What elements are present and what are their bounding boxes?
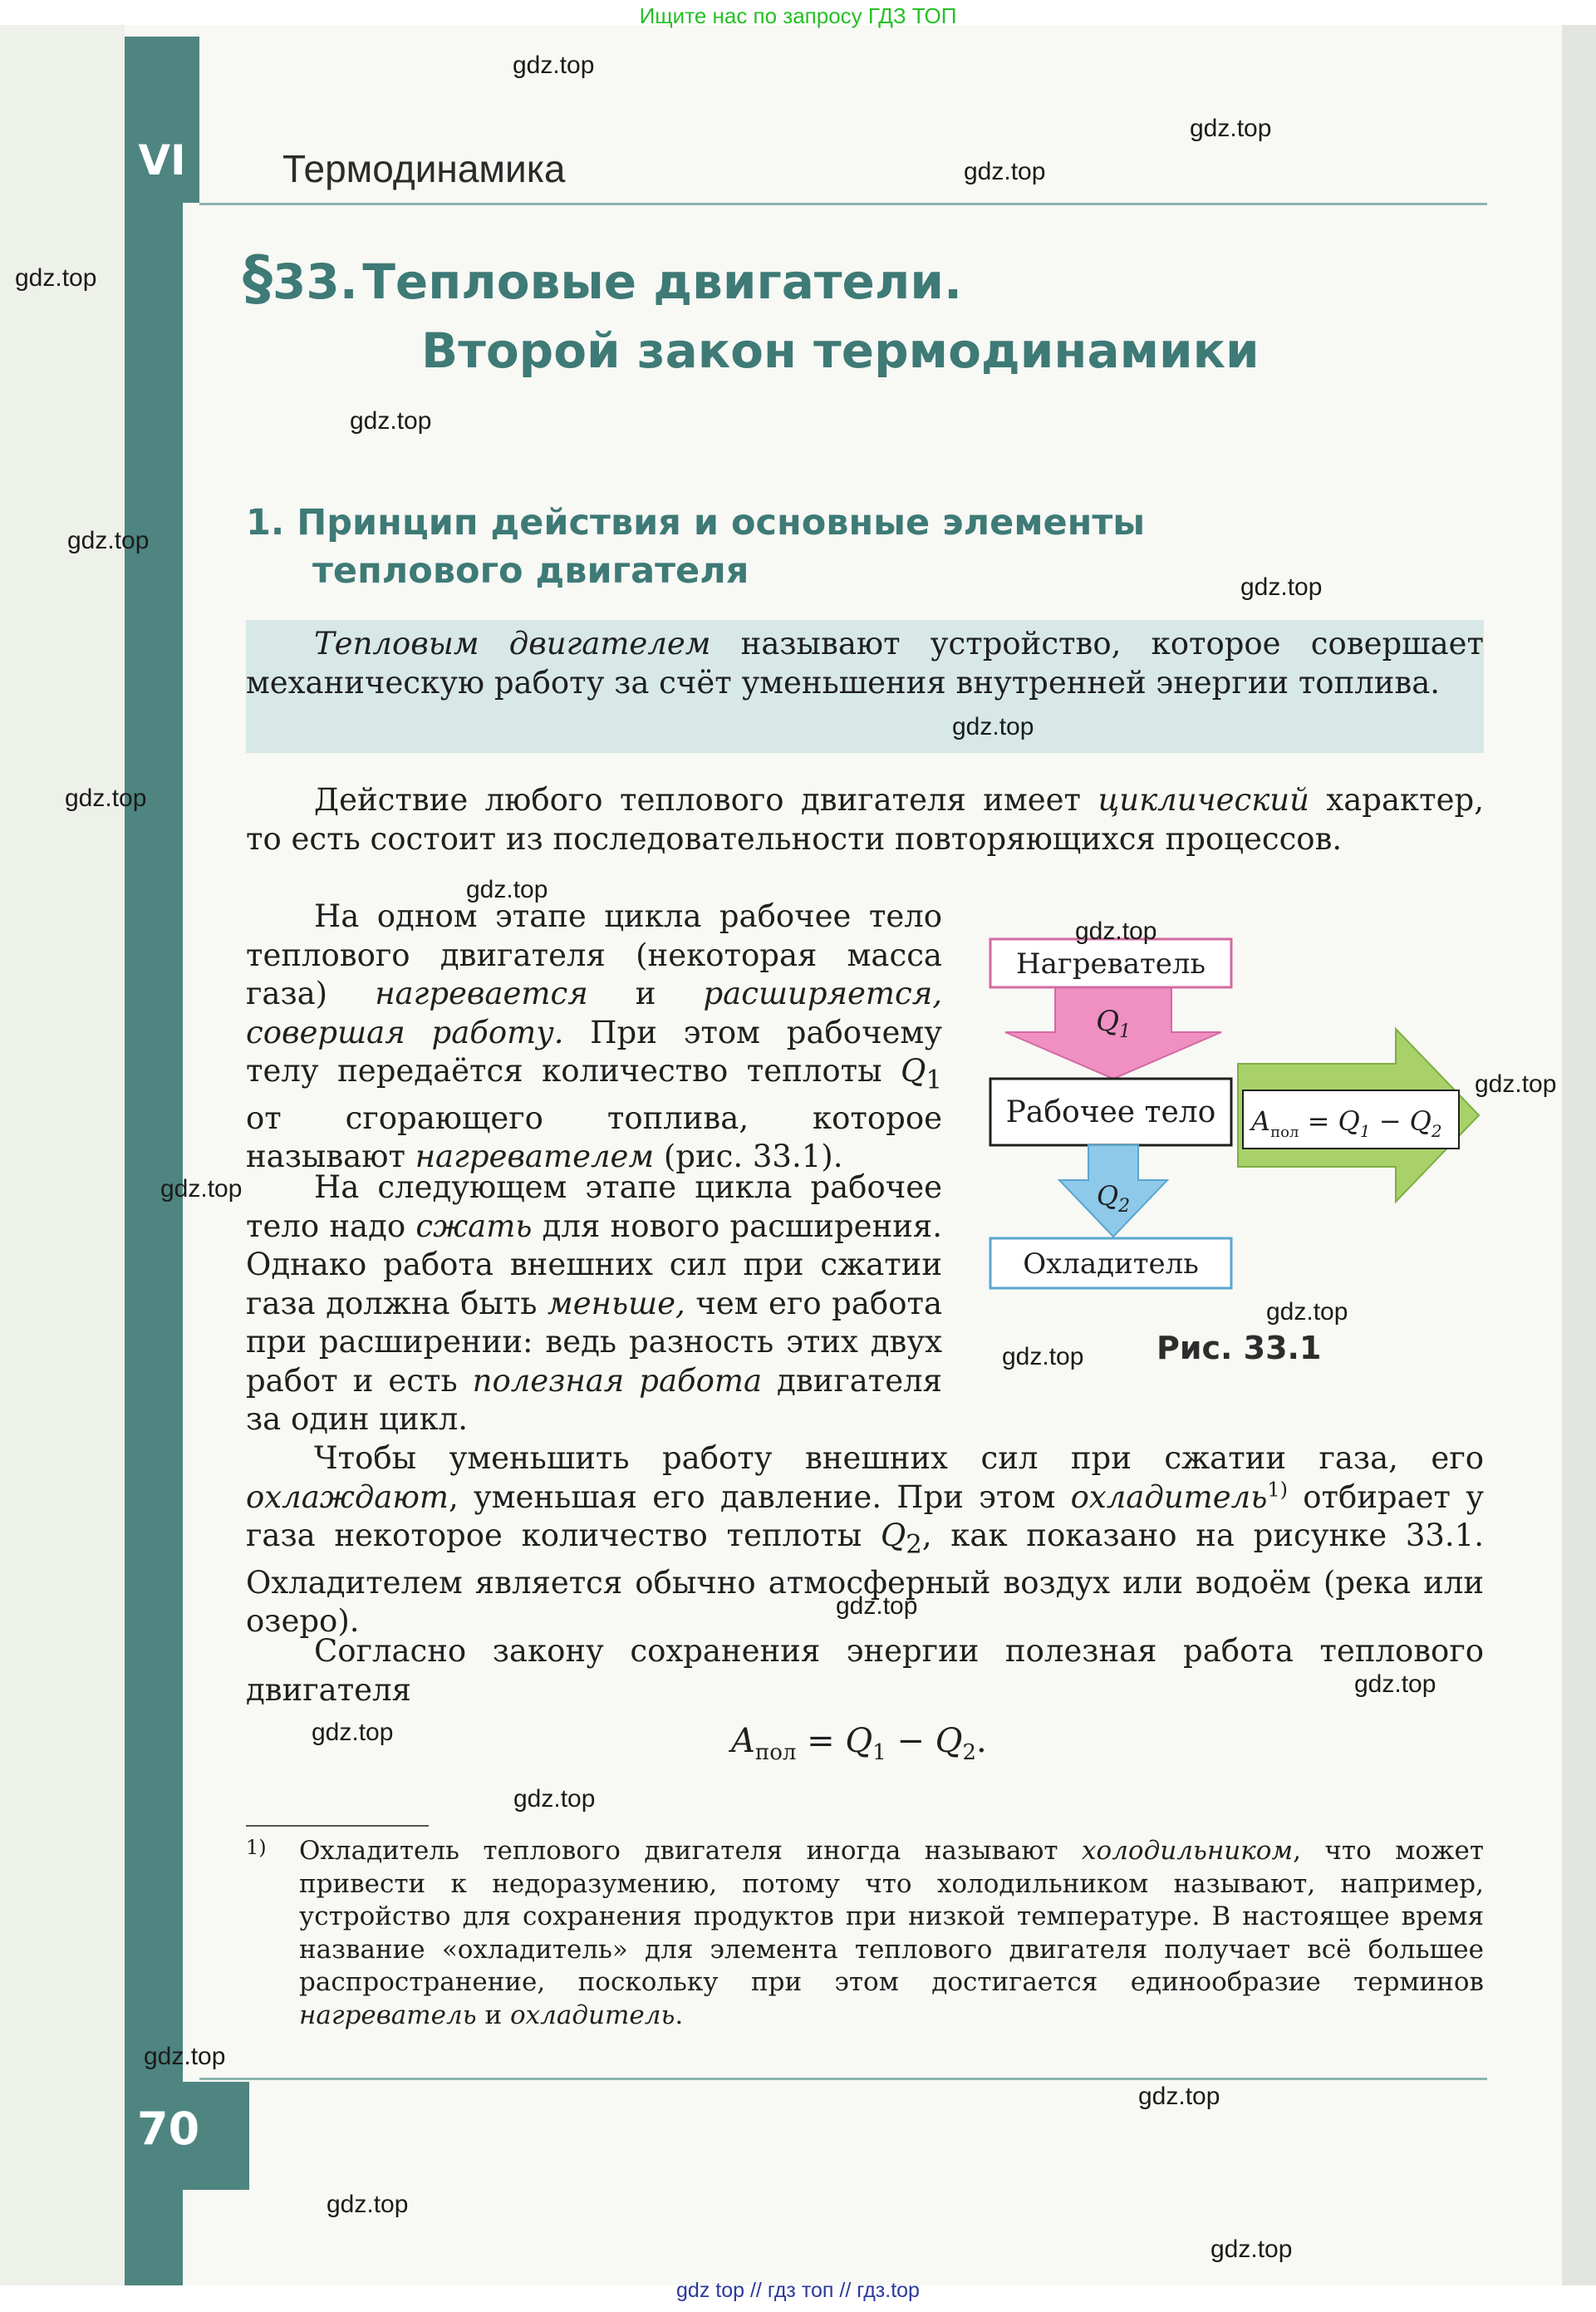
left-margin — [0, 25, 125, 2285]
paragraph-cooler: Чтобы уменьшить работу внешних сил при сжатии газа, его охлаждают, уменьшая его давление. При этом охладитель$^{1)}$ отбирает у газа некоторое количество теплоты $Q_2$, как показано на рисунке 33.1. Охладителем является обычно атмосферный воздух или водоём (река или озеро). — [246, 1440, 1484, 1640]
footnote-marker: 1) — [246, 1836, 267, 1859]
watermark: gdz.top — [1002, 1343, 1084, 1370]
watermark: gdz.top — [350, 407, 432, 435]
section-number: 33. — [273, 253, 358, 310]
watermark: gdz.top — [952, 713, 1034, 740]
section-symbol: § — [243, 243, 273, 312]
footnote — [246, 1835, 1484, 2032]
watermark: gdz.top — [1240, 573, 1323, 601]
subsection-title-line1: 1. Принцип действия и основные элементы — [246, 502, 1146, 544]
work-formula: $A_{пол} = Q_1 - Q_2$ — [1251, 1105, 1442, 1141]
chapter-number: VI — [138, 136, 186, 184]
watermark: gdz.top — [1075, 917, 1157, 945]
definition-term: Тепловым двигателем — [314, 626, 711, 662]
watermark: gdz.top — [964, 158, 1046, 185]
working-body-label: Рабочее тело — [1005, 1095, 1216, 1129]
subsection-title — [246, 499, 1145, 595]
section-title-line1: Тепловые двигатели. — [362, 253, 963, 310]
watermark: gdz.top — [15, 264, 97, 292]
paragraph-cyclic: Действие любого теплового двигателя имеет циклический характер, то есть состоит из последовательности повторяющихся процессов. — [246, 782, 1484, 857]
heat-engine-diagram — [980, 931, 1495, 1346]
useful-work-formula: $A_{пол} = Q_1 - Q_2$. — [731, 1722, 987, 1765]
bottom-links[interactable]: gdz top // гдз топ // гдз.top — [676, 2279, 920, 2302]
watermark: gdz.top — [1138, 2083, 1220, 2110]
watermark: gdz.top — [513, 1785, 596, 1813]
watermark: gdz.top — [1190, 115, 1272, 142]
paragraph-energy-conservation: Согласно закону сохранения энергии полезная работа теплового двигателя — [246, 1633, 1484, 1708]
watermark: gdz.top — [144, 2043, 226, 2070]
definition-text: Тепловым двигателем называют устройство, которое совершает механическую работу за счёт уменьшения внутренней энергии топлива. — [246, 626, 1484, 701]
page-edge — [1562, 25, 1596, 2285]
watermark: gdz.top — [65, 785, 147, 812]
section-title — [243, 243, 1260, 379]
page-number: 70 — [137, 2103, 200, 2155]
watermark: gdz.top — [513, 52, 595, 79]
watermark: gdz.top — [67, 527, 150, 554]
subsection-title-line2: теплового двигателя — [312, 550, 749, 592]
footer-divider — [199, 2078, 1487, 2080]
watermark: gdz.top — [327, 2191, 409, 2218]
heater-label: Нагреватель — [1015, 947, 1206, 981]
section-title-line2: Второй закон термодинамики — [421, 322, 1260, 379]
watermark: gdz.top — [1266, 1298, 1348, 1326]
footnote-text: Охладитель теплового двигателя иногда называют холодильником, что может привести к недоразумению, потому что холодильником называют, например, устройство для сохранения продуктов при низкой температуре. В настоящее время название «охладитель» для элемента теплового двигателя получает всё большее распространение, поскольку при этом достигается единообразие терминов нагреватель и охладитель. — [299, 1836, 1484, 2030]
watermark: gdz.top — [1354, 1670, 1436, 1698]
watermark: gdz.top — [1211, 2236, 1293, 2263]
watermark: gdz.top — [836, 1592, 918, 1620]
chapter-title: Термодинамика — [282, 147, 566, 190]
figure-caption: Рис. 33.1 — [1156, 1330, 1322, 1366]
watermark: gdz.top — [160, 1175, 243, 1203]
watermark: gdz.top — [312, 1719, 394, 1746]
watermark: gdz.top — [1475, 1070, 1557, 1098]
paragraph-compression: На следующем этапе цикла рабочее тело надо сжать для нового расширения. Однако работа внешних сил при сжатии газа должна быть меньше, чем его работа при расширении: ведь разность этих двух работ и есть полезная работа двигателя за один цикл. — [246, 1169, 942, 1437]
paragraph-heating: На одном этапе цикла рабочее тело теплового двигателя (некоторая масса газа) нагревается и расширяется, совершая работу. При этом рабочему телу передаётся количество теплоты $Q_1$ от сгорающего топлива, которое называют нагревателем (рис. 33.1). — [246, 898, 942, 1175]
footnote-divider — [246, 1825, 429, 1827]
header-divider — [199, 203, 1487, 205]
cooler-label: Охладитель — [1023, 1247, 1199, 1281]
watermark: gdz.top — [466, 876, 548, 903]
q2-label: $Q_2$ — [1096, 1180, 1131, 1217]
chapter-side-bar — [125, 37, 183, 2280]
top-ad-link[interactable]: Ищите нас по запросу ГДЗ ТОП — [639, 3, 957, 28]
q1-label: $Q_1$ — [1096, 1005, 1131, 1042]
